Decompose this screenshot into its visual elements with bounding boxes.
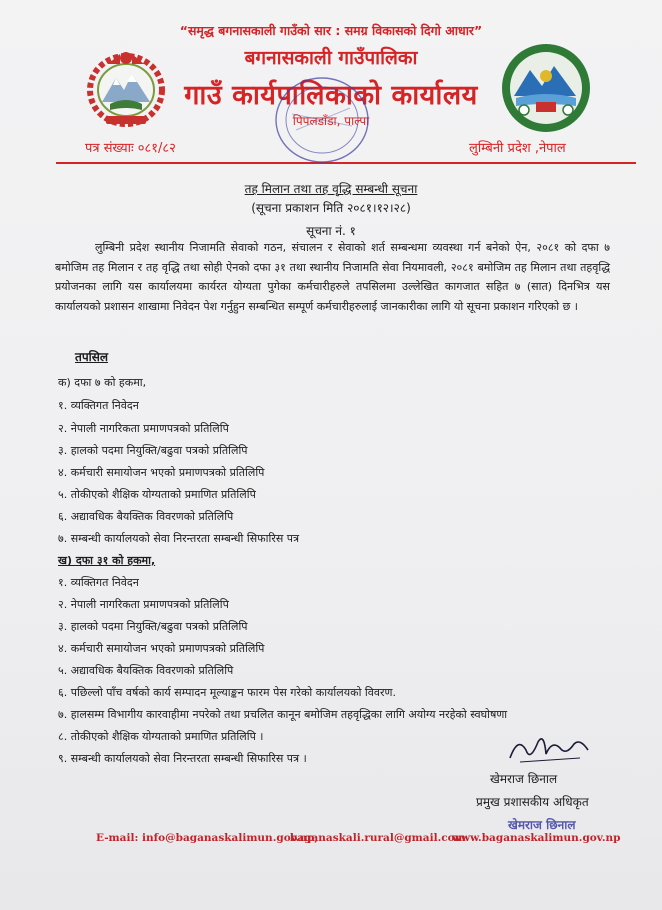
- notice-body: लुम्बिनी प्रदेश स्थानीय निजामति सेवाको गठन, संचालन र सेवाको शर्त सम्बन्धमा व्यवस्था गर्न बनेको ऐन, २०८१ को दफा ७ बमोजिम तह मिलान र तह वृद्धि तथा सोही ऐनको दफा ३१ तथा स्थानीय निजामति सेवा नियमावली, २०८१ बमोजिम तह मिलान तथा तहवृद्धि प्रयोजनका लागि यस कार्यालयमा कार्यरत योग्यता पुगेका कर्मचारीहरुले तपसिलमा उल्लेखित कागजात सहित ७ (सात) दिनभित्र यस कार्यालयको प्रशासन शाखामा निवेदन पेश गर्नुहुन सम्बन्धित सम्पूर्ण कर्मचारीहरुलाई जानकारीका लागि यो सूचना प्रकाशन गरिएको छ ।: [55, 241, 610, 313]
- list-item: ४. कर्मचारी समायोजन भएको प्रमाणपत्रको प्रतिलिपि: [58, 642, 265, 655]
- list-item: २. नेपाली नागरिकता प्रमाणपत्रको प्रतिलिपि: [58, 422, 229, 435]
- list-item: ५. तोकीएको शैक्षिक योग्यताको प्रमाणित प्रतिलिपि: [58, 488, 256, 501]
- list-item: ४. कर्मचारी समायोजन भएको प्रमाणपत्रको प्रतिलिपि: [58, 466, 265, 479]
- name-stamp: खेमराज छिनाल: [508, 818, 576, 832]
- district-line: पिपलडाँडा, पाल्पा: [292, 114, 370, 128]
- municipality-name: बगनासकाली गाउँपालिका: [244, 47, 418, 69]
- publish-date: (सूचना प्रकाशन मिति २०८१।१२।२८): [251, 201, 411, 215]
- signatory-title: प्रमुख प्रशासकीय अधिकृत: [476, 795, 589, 809]
- list-item: ७. हालसम्म विभागीय कारवाहीमा नपरेको तथा प्रचलित कानून बमोजिम तहवृद्धिका लागि अयोग्य नरहेको स्वघोषणा: [58, 708, 508, 721]
- municipality-logo-icon: [498, 40, 594, 136]
- section-b-heading: ख) दफा ३१ को हकमा,: [58, 554, 156, 567]
- slogan: “समृद्ध बगनासकाली गाउँको सार : समग्र विकासको दिगो आधार”: [179, 23, 483, 38]
- footer-email[interactable]: E-mail: info@baganaskalimun.gov.np,: [96, 832, 319, 844]
- notice-subject: तह मिलान तथा तह वृद्धि सम्बन्धी सूचना: [244, 182, 418, 196]
- list-item: ५. अद्यावधिक बैयक्तिक विवरणको प्रतिलिपि: [58, 664, 234, 677]
- section-a-heading: क) दफा ७ को हकमा,: [58, 376, 147, 389]
- list-item: १. व्यक्तिगत निवेदन: [58, 399, 139, 412]
- footer-website[interactable]: www.baganaskalimun.gov.np: [452, 832, 621, 844]
- province-label: लुम्बिनी प्रदेश ,नेपाल: [469, 141, 566, 156]
- letter-number: पत्र संख्याः ०८१/८२: [85, 141, 176, 156]
- list-item: ६. अद्यावधिक बैयक्तिक विवरणको प्रतिलिपि: [58, 510, 234, 523]
- list-item: ३. हालको पदमा नियुक्ति/बढुवा पत्रको प्रतिलिपि: [58, 620, 248, 633]
- notice-number: सूचना नं. १: [306, 224, 356, 238]
- footer-gmail[interactable]: baganaskali.rural@gmail.com: [290, 832, 466, 844]
- list-item: २. नेपाली नागरिकता प्रमाणपत्रको प्रतिलिपि: [58, 598, 229, 611]
- signature-icon: [500, 728, 596, 768]
- list-item: ६. पछिल्लो पाँच वर्षको कार्य सम्पादन मूल्याङ्कन फारम पेस गरेको कार्यालयको विवरण.: [58, 686, 396, 699]
- list-item: १. व्यक्तिगत निवेदन: [58, 576, 139, 589]
- office-name: गाउँ कार्यपालिकाको कार्यालय: [184, 80, 478, 111]
- office-stamp-icon: [260, 74, 384, 166]
- list-item: ७. सम्बन्धी कार्यालयको सेवा निरन्तरता सम्बन्धी सिफारिस पत्र: [58, 532, 300, 545]
- signatory-name: खेमराज छिनाल: [490, 772, 558, 786]
- tapasil-heading: तपसिल: [75, 350, 109, 364]
- nepal-emblem-icon: [80, 40, 172, 132]
- list-item: ९. सम्बन्धी कार्यालयको सेवा निरन्तरता सम्बन्धी सिफारिस पत्र ।: [58, 752, 307, 765]
- list-item: ८. तोकीएको शैक्षिक योग्यताको प्रमाणित प्रतिलिपि ।: [58, 730, 264, 743]
- list-item: ३. हालको पदमा नियुक्ति/बढुवा पत्रको प्रतिलिपि: [58, 444, 248, 457]
